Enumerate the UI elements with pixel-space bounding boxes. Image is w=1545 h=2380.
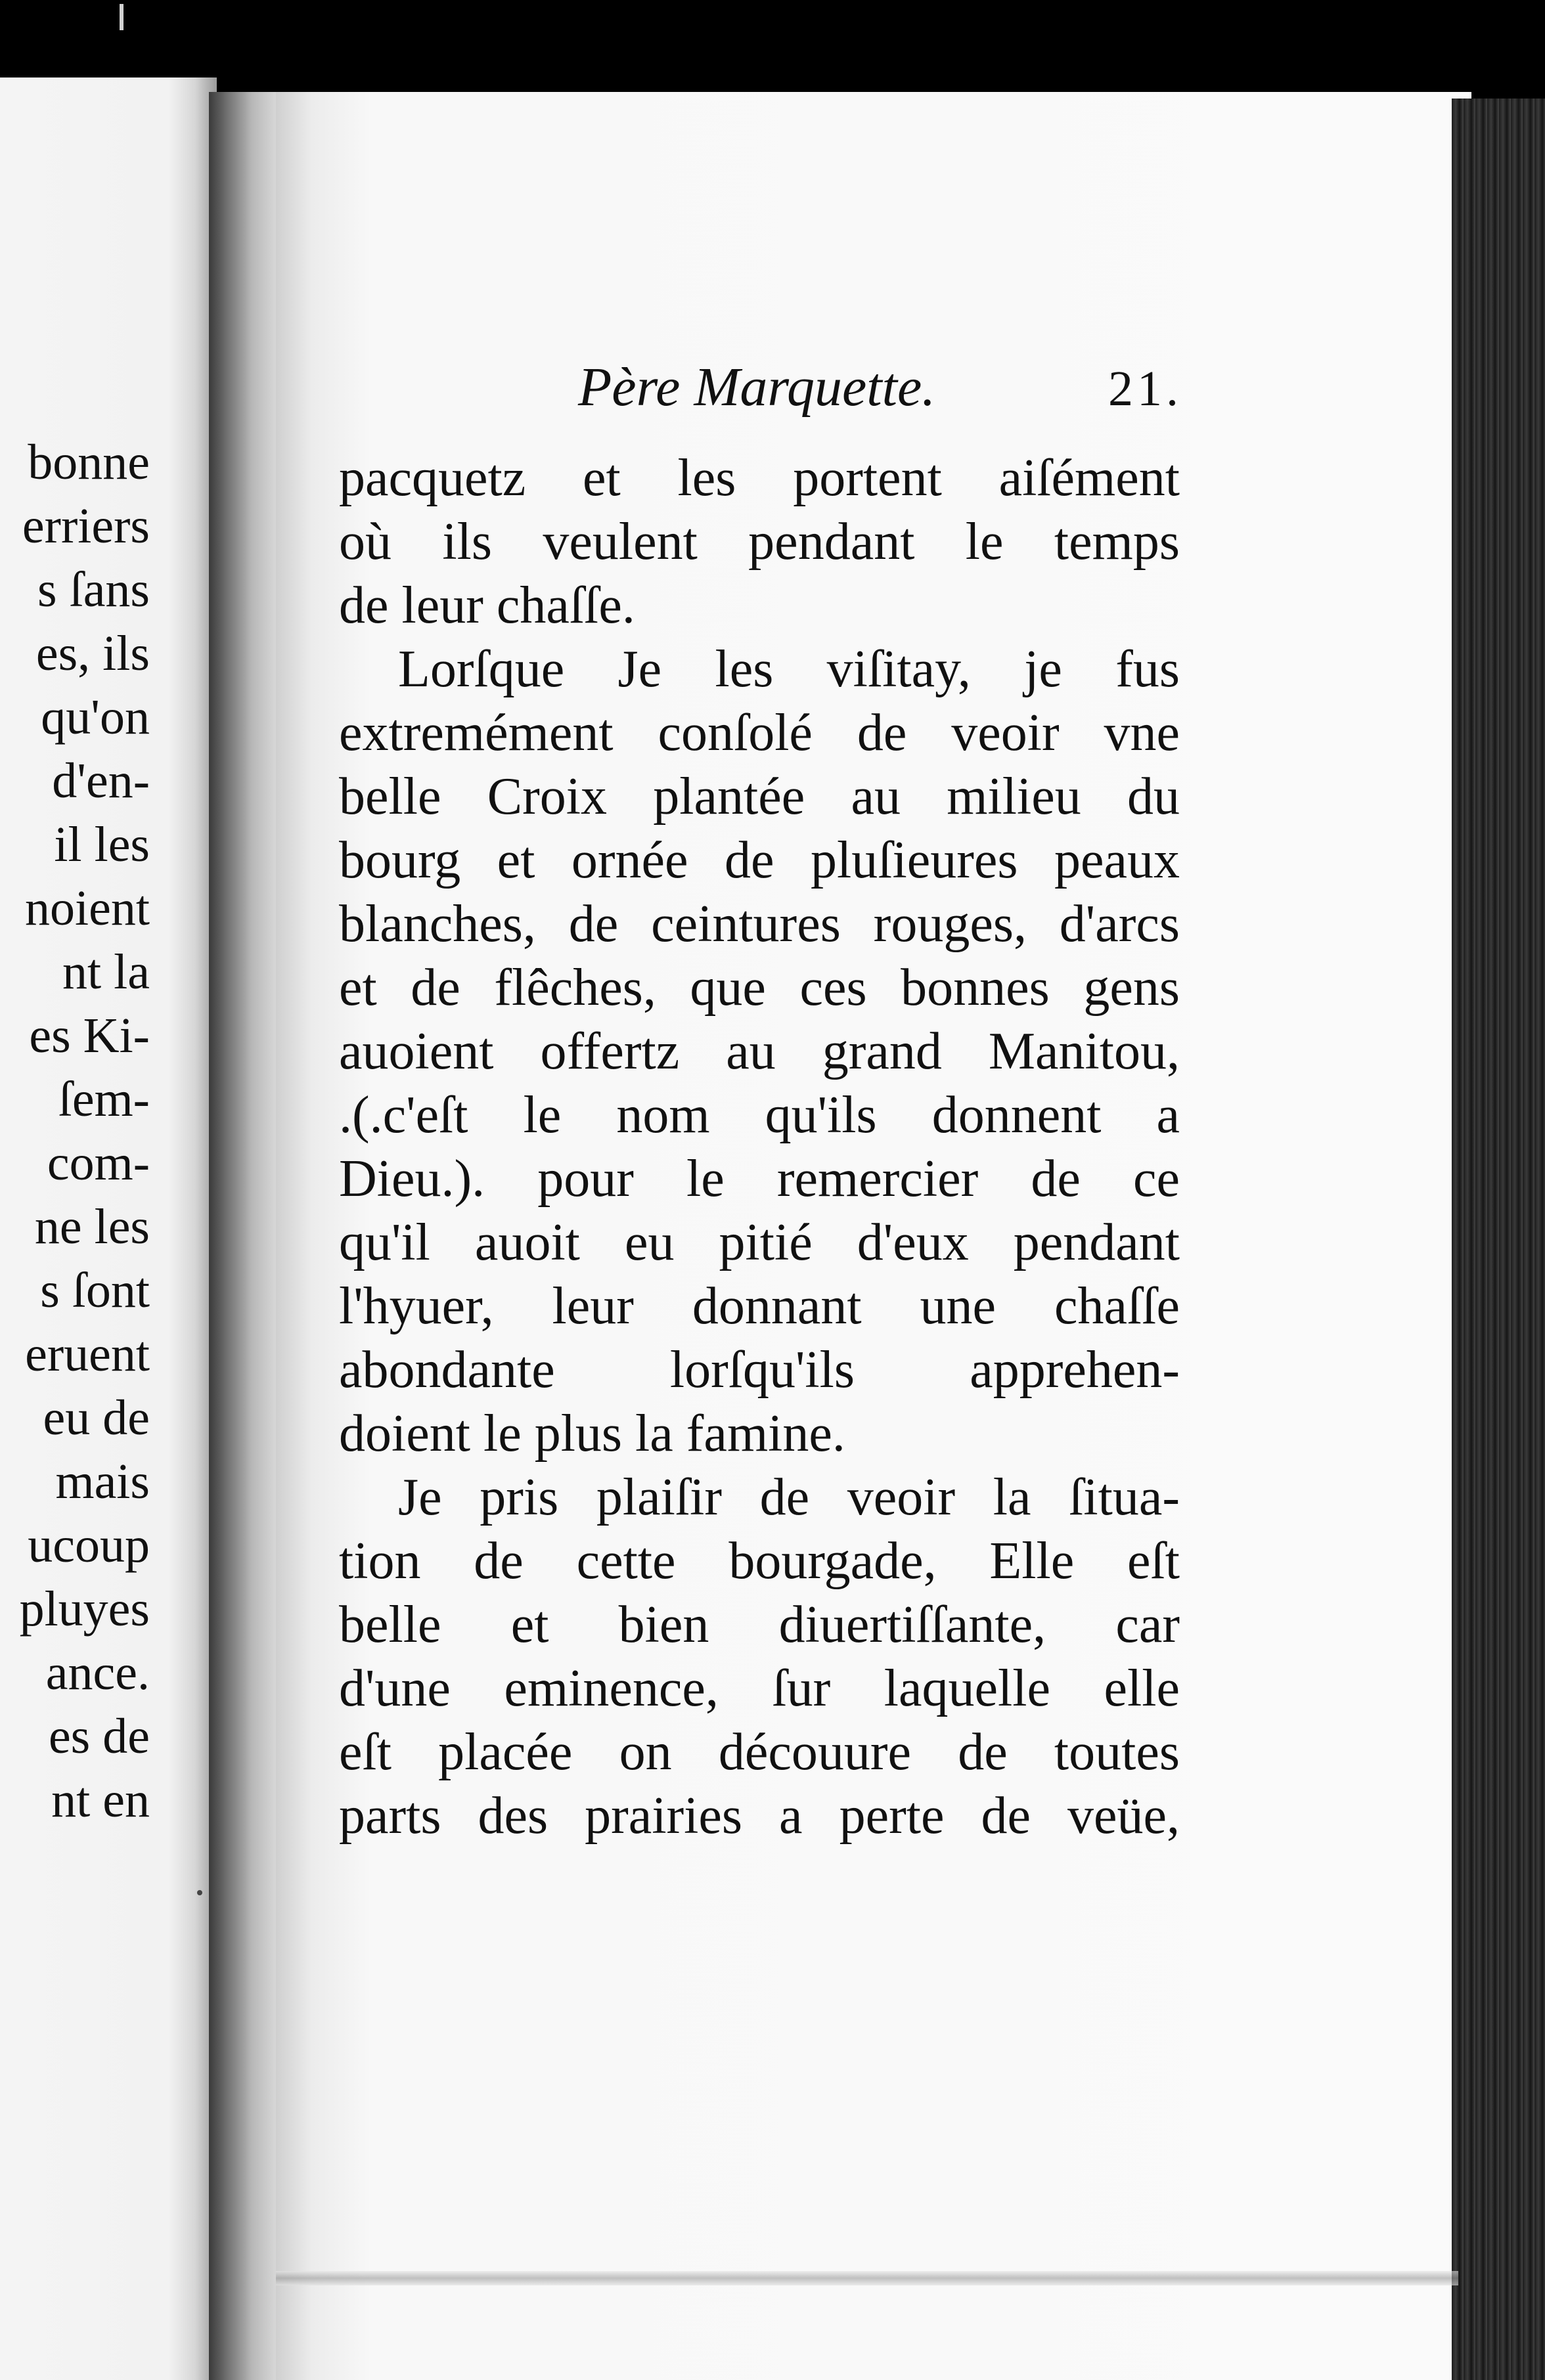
left-page-line: bonne [28, 435, 150, 490]
text-line: de leur chaſſe. [339, 577, 635, 634]
left-page-line: ance. [45, 1645, 150, 1700]
text-line: .(.c'eſt le nom qu'ils donnent a [339, 1086, 1180, 1144]
left-page-line: nt en [51, 1773, 150, 1828]
text-line: l'hyuer, leur donnant une chaſſe [339, 1277, 1180, 1335]
scan-artifact [120, 4, 123, 30]
paragraph [339, 1466, 1180, 1848]
left-page-line: nt la [62, 944, 150, 1000]
left-page-line: es Ki- [29, 1008, 150, 1063]
running-head: Père Marquette. [578, 357, 936, 418]
left-page-line: noient [25, 881, 150, 936]
text-line: belle Croix plantée au milieu du [339, 768, 1180, 826]
left-page-line: erriers [22, 498, 150, 554]
left-page-line: ne les [34, 1199, 150, 1254]
scan-speck [197, 1890, 202, 1895]
body-text [339, 447, 1180, 1848]
text-line: et de flêches, que ces bonnes gens [339, 959, 1180, 1017]
paragraph [339, 447, 1180, 638]
text-line: doient le plus la famine. [339, 1405, 845, 1463]
left-page-line: eu de [43, 1390, 150, 1445]
text-line: eſt placée on découure de toutes [339, 1723, 1180, 1781]
left-page-line: s ſont [40, 1263, 150, 1318]
left-page-line: ucoup [28, 1518, 150, 1573]
text-line: abondante lorſqu'ils apprehen- [339, 1341, 1180, 1399]
text-line: Dieu.). pour le remercier de ce [339, 1150, 1180, 1208]
left-page-line: d'en- [52, 753, 150, 808]
left-page-line: mais [55, 1454, 150, 1509]
text-line: belle et bien diuertiſſante, car [339, 1596, 1180, 1654]
left-page-line: pluyes [19, 1581, 150, 1637]
text-line: Je pris plaiſir de veoir la ſitua- [398, 1468, 1180, 1526]
left-page-line: es, ils [35, 626, 150, 681]
left-page-line: com- [47, 1135, 150, 1191]
text-line: bourg et ornée de pluſieures peaux [339, 831, 1180, 889]
left-page-line: qu'on [41, 690, 150, 745]
text-line: extremément conſolé de veoir vne [339, 704, 1180, 762]
text-line: d'une eminence, ſur laquelle elle [339, 1660, 1180, 1717]
left-page-line: il les [54, 817, 150, 872]
page-edges [1452, 99, 1545, 2380]
text-line: parts des prairies a perte de veüe, [339, 1787, 1180, 1845]
text-line: qu'il auoit eu pitié d'eux pendant [339, 1214, 1180, 1271]
left-page-line: es de [48, 1709, 150, 1764]
left-page [0, 77, 217, 2380]
left-page-line: s ſans [37, 562, 150, 617]
page-header [328, 357, 1182, 426]
page-bottom-edge [276, 2271, 1458, 2285]
text-line: pacquetz et les portent aiſément [339, 449, 1180, 507]
paragraph [339, 638, 1180, 1466]
text-line: où ils veulent pendant le temps [339, 513, 1180, 571]
text-line: Lorſque Je les viſitay, je fus [398, 640, 1180, 698]
left-page-line: ſem- [58, 1072, 150, 1127]
text-line: blanches, de ceintures rouges, d'arcs [339, 895, 1180, 953]
text-line: tion de cette bourgade, Elle eſt [339, 1532, 1180, 1590]
left-page-line: eruent [25, 1327, 150, 1382]
page-number: 21. [1108, 361, 1182, 416]
text-line: auoient offertz au grand Manitou, [339, 1023, 1180, 1080]
